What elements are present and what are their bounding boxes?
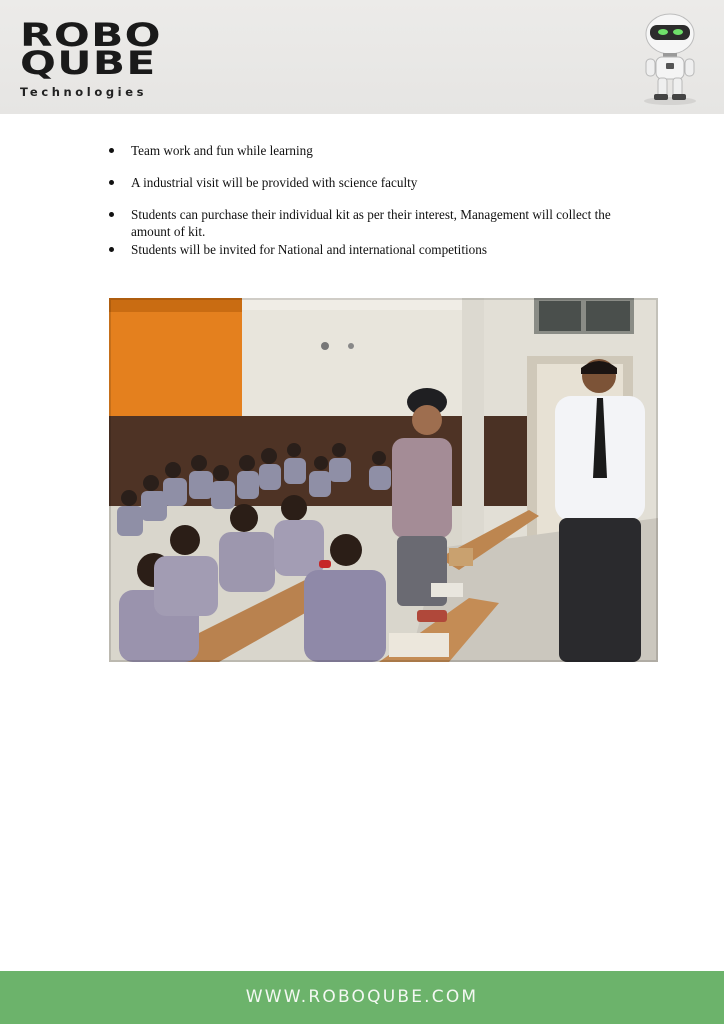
list-item xyxy=(108,206,631,240)
bullet-dot-icon xyxy=(109,148,114,153)
list-item-text: A industrial visit will be provided with science faculty xyxy=(131,175,418,190)
list-item xyxy=(108,241,487,258)
classroom-photo xyxy=(109,298,658,662)
logo-line-qube: QUBE xyxy=(20,44,157,82)
logo-line-robo: ROBO xyxy=(20,16,162,54)
bullet-dot-icon xyxy=(109,212,114,217)
bullet-dot-icon xyxy=(109,247,114,252)
logo-line-technologies: Technologies xyxy=(20,85,148,99)
list-item-text: Team work and fun while learning xyxy=(131,143,313,158)
list-item xyxy=(108,142,313,159)
page-footer xyxy=(0,971,724,1024)
roboqube-logo xyxy=(20,16,182,102)
website-url[interactable]: WWW.ROBOQUBE.COM xyxy=(245,987,479,1007)
page-header xyxy=(0,0,724,114)
robot-mascot-icon xyxy=(634,8,706,106)
list-item-text: Students will be invited for National and international competitions xyxy=(131,242,487,257)
bullet-dot-icon xyxy=(109,180,114,185)
list-item xyxy=(108,174,417,191)
list-item-text: Students can purchase their individual kit as per their interest, Management will collect the amount of kit. xyxy=(131,207,611,239)
